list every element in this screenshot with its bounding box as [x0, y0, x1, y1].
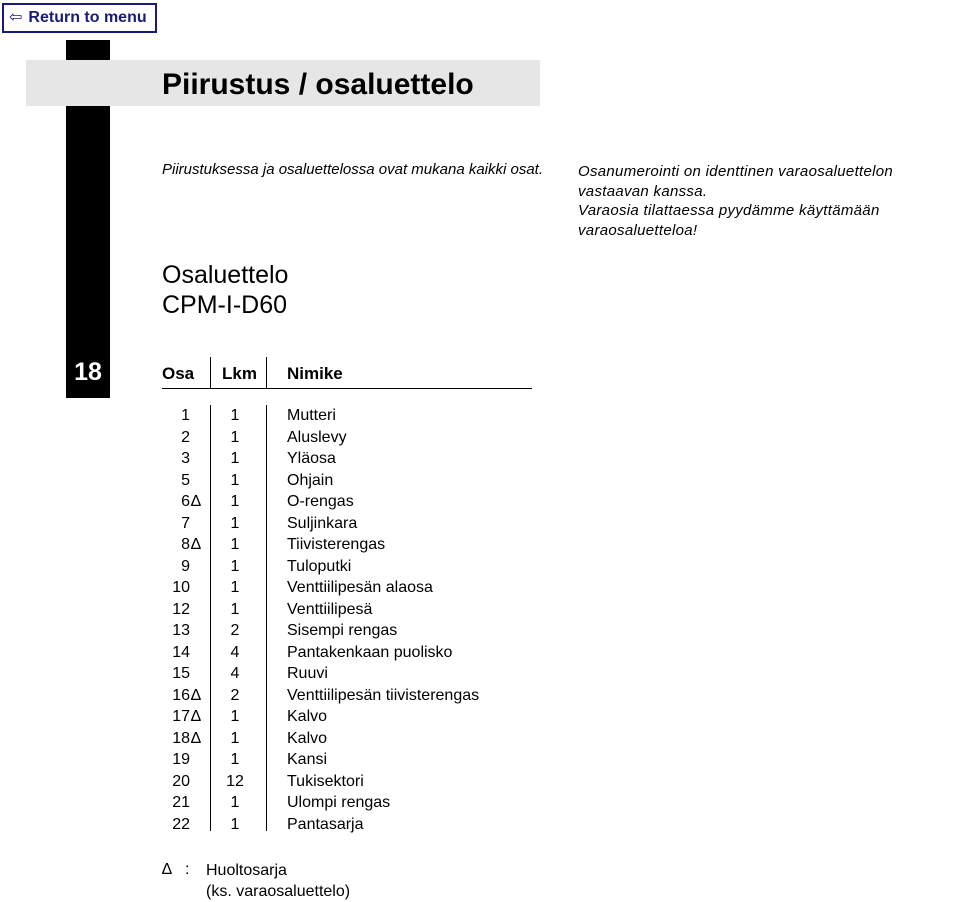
part-quantity: 1: [230, 600, 240, 618]
legend-separator: :: [185, 861, 190, 878]
part-name: Pantakenkaan puolisko: [287, 643, 453, 661]
part-number: 18: [172, 729, 190, 747]
part-quantity: 1: [230, 794, 240, 811]
part-name: Suljinkara: [287, 514, 358, 532]
part-quantity: 4: [230, 665, 240, 682]
service-kit-mark: ∆: [191, 729, 201, 747]
part-quantity: 1: [230, 579, 240, 596]
parts-list-model: CPM-I-D60: [162, 291, 288, 319]
part-number: 20: [172, 772, 190, 790]
part-name: Pantasarja: [287, 815, 364, 833]
part-name: Tukisektori: [287, 772, 364, 790]
part-name: Mutteri: [287, 407, 336, 424]
header-column-divider: [266, 357, 267, 389]
part-name: Tuloputki: [287, 557, 352, 575]
part-name: Yläosa: [287, 450, 336, 467]
intro-text-right: [578, 162, 958, 240]
part-name: Tiivisterengas: [287, 536, 386, 553]
part-quantity: 1: [230, 815, 240, 833]
part-number: 17: [172, 708, 190, 725]
legend-line-2: (ks. varaosaluettelo): [206, 883, 351, 900]
legend-text: [206, 860, 350, 902]
part-quantity: 1: [230, 557, 240, 575]
part-quantity: 1: [230, 514, 240, 532]
part-quantity: 1: [230, 751, 240, 768]
service-kit-mark: ∆: [191, 493, 201, 510]
part-name: Aluslevy: [287, 428, 347, 446]
part-quantity: 1: [230, 450, 240, 467]
part-quantity: 4: [230, 643, 240, 661]
service-kit-mark: ∆: [191, 686, 201, 704]
part-number: 10: [172, 579, 190, 596]
part-quantity: 1: [230, 428, 240, 446]
part-number: 5: [181, 471, 190, 489]
part-quantity: 1: [230, 493, 240, 510]
part-number: 7: [181, 514, 190, 532]
part-name: Venttiilipesän alaosa: [287, 579, 433, 596]
part-number: 9: [181, 557, 190, 575]
service-kit-mark: ∆: [191, 536, 201, 553]
column-header-nimike: Nimike: [287, 364, 343, 383]
column-header-lkm: Lkm: [222, 364, 257, 383]
legend-line-1: Huoltosarja: [206, 862, 287, 879]
part-name: Ruuvi: [287, 665, 328, 682]
part-number: 1: [181, 407, 190, 424]
part-name: Venttiilipesä: [287, 600, 373, 618]
part-number: 2: [181, 428, 190, 446]
service-kit-mark: ∆: [191, 708, 201, 725]
part-number: 14: [172, 643, 190, 661]
intro-right-line-1: Osanumerointi on identtinen varaosaluettelon vastaavan kanssa.: [578, 163, 894, 200]
part-number: 6: [181, 493, 190, 510]
page-title: Piirustus / osaluettelo: [162, 68, 474, 101]
header-divider: [162, 388, 532, 389]
part-name: Kalvo: [287, 708, 328, 725]
intro-text-left: Piirustuksessa ja osaluettelossa ovat mukana kaikki osat.: [162, 161, 544, 178]
part-name: Sisempi rengas: [287, 622, 398, 639]
part-quantity: 12: [226, 772, 244, 790]
page-number: 18: [74, 358, 102, 386]
part-quantity: 2: [230, 622, 240, 639]
part-number: 22: [172, 815, 190, 833]
part-number: 8: [181, 536, 190, 553]
part-number: 16: [172, 686, 190, 704]
part-number: 21: [172, 794, 190, 811]
part-name: Kalvo: [287, 729, 328, 747]
service-kit-triangle-icon: ∆: [162, 861, 172, 878]
table-column-divider: [266, 405, 267, 831]
return-to-menu-button[interactable]: [2, 3, 157, 33]
part-quantity: 2: [230, 686, 240, 704]
part-quantity: 1: [230, 708, 240, 725]
part-number: 19: [172, 751, 190, 768]
column-header-osa: Osa: [162, 364, 195, 383]
part-quantity: 1: [230, 536, 240, 553]
part-name: Venttiilipesän tiivisterengas: [287, 686, 480, 704]
part-number: 15: [172, 665, 190, 682]
part-number: 13: [172, 622, 190, 639]
part-name: O-rengas: [287, 493, 354, 510]
part-name: Ohjain: [287, 471, 334, 489]
part-number: 3: [181, 450, 190, 467]
part-number: 12: [172, 600, 190, 618]
intro-right-line-2: Varaosia tilattaessa pyydämme käyttämään varaosaluetteloa!: [578, 202, 880, 239]
back-arrow-icon: ⇦: [9, 9, 23, 26]
part-quantity: 1: [230, 471, 240, 489]
part-quantity: 1: [230, 729, 240, 747]
return-to-menu-label: Return to menu: [28, 9, 147, 26]
part-name: Ulompi rengas: [287, 794, 391, 811]
parts-list-title: Osaluettelo: [162, 261, 289, 289]
part-quantity: 1: [230, 407, 240, 424]
header-column-divider: [210, 357, 211, 389]
part-name: Kansi: [287, 751, 328, 768]
table-column-divider: [210, 405, 211, 831]
